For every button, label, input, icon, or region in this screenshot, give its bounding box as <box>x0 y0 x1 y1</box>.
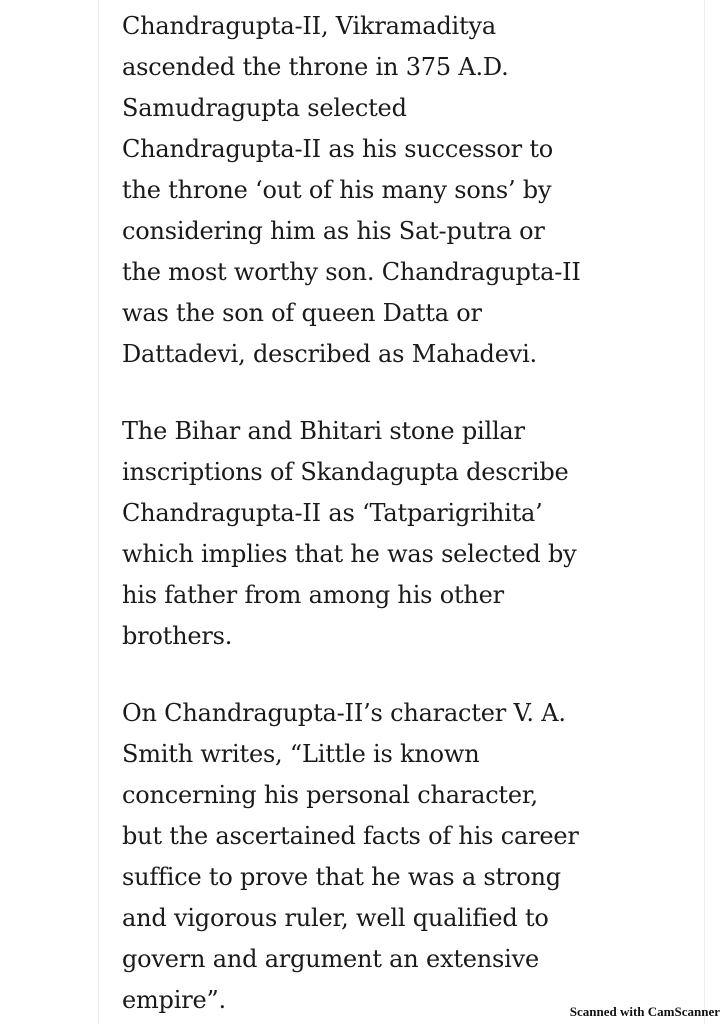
paragraph-succession: Chandragupta-II, Vikramaditya ascended the throne in 375 A.D. Samudragupta selected Chandragupta-II as his successor to the throne ‘out of his many sons’ by considering him as his Sat-putra or the most worthy son. Chandragupta-II was the son of queen Datta or Dattadevi, described as Mahadevi. <box>122 12 581 368</box>
paragraph-smith-quote: On Chandragupta-II’s character V. A. Smith writes, “Little is known concerning his personal character, but the ascertained facts of his career suffice to prove that he was a strong and vigorous ruler, well qualified to govern and argument an extensive empire”. <box>122 699 579 1014</box>
right-margin-line <box>704 0 705 1024</box>
article-body <box>122 6 697 1021</box>
camscanner-watermark: Scanned with CamScanner <box>569 1004 720 1019</box>
paragraph-inscriptions: The Bihar and Bhitari stone pillar inscriptions of Skandagupta describe Chandragupta-II as ‘Tatparigrihita’ which implies that he was selected by his father from among his other brothers. <box>122 417 577 650</box>
left-margin-line <box>98 0 99 1024</box>
